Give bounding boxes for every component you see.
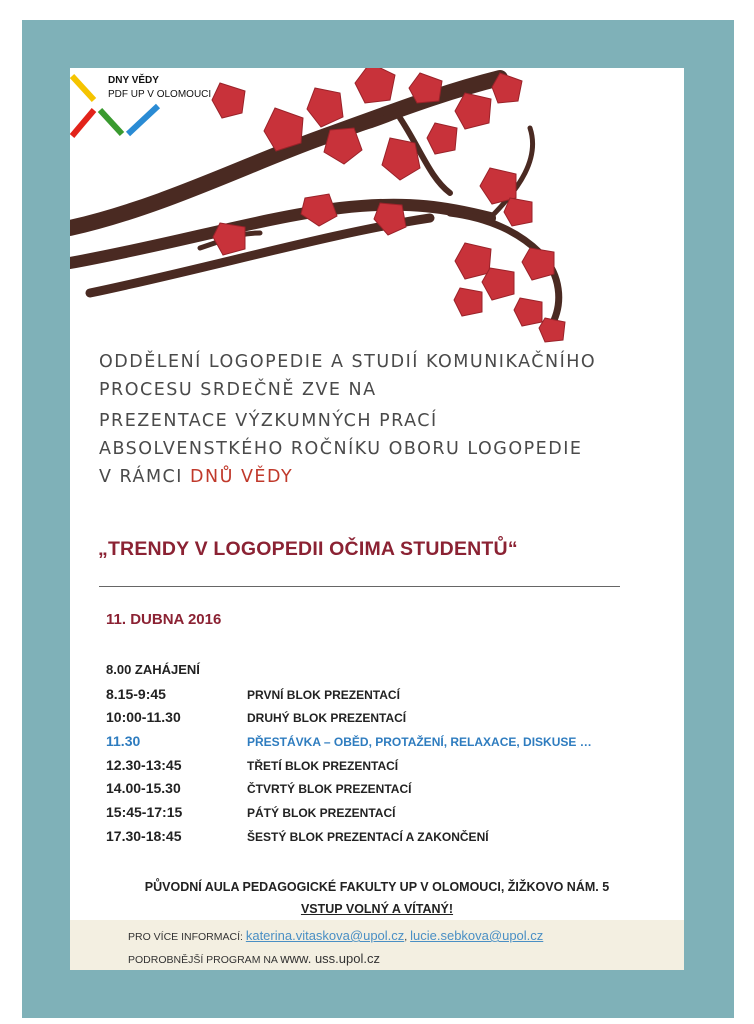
program-label: PODROBNĚJŠÍ PROGRAM NA [128, 954, 281, 966]
program-desc: ČTVRTÝ BLOK PREZENTACÍ [247, 782, 412, 797]
program-time: 10:00-11.30 [106, 709, 181, 726]
program-row [106, 828, 646, 852]
program-desc: PŘESTÁVKA – OBĚD, PROTAŽENÍ, RELAXACE, DISKUSE … [247, 735, 592, 750]
intro-line-3: PREZENTACE VÝZKUMNÝCH PRACÍ [99, 411, 438, 431]
venue-address: PŮVODNÍ AULA PEDAGOGICKÉ FAKULTY UP V OLOMOUCI, ŽIŽKOVO NÁM. 5 [144, 880, 610, 894]
email-link-vitaskova[interactable]: katerina.vitaskova@upol.cz [245, 928, 405, 943]
program-time: 8.15-9:45 [106, 685, 166, 702]
dny-vedy-logo [70, 70, 220, 140]
program-desc: PÁTÝ BLOK PREZENTACÍ [247, 806, 396, 821]
entry-note: VSTUP VOLNÝ A VÍTANÝ! [300, 902, 454, 916]
program-time: 8.00 ZAHÁJENÍ [106, 662, 200, 677]
program-time: 14.00-15.30 [106, 780, 181, 797]
intro-line-2: PROCESU SRDEČNĚ ZVE NA [99, 380, 377, 400]
logo-text [108, 74, 211, 102]
program-desc: DRUHÝ BLOK PREZENTACÍ [247, 711, 407, 726]
program-row-break [106, 733, 646, 757]
divider [99, 586, 620, 587]
program-row [106, 780, 646, 804]
footer-info [70, 920, 684, 970]
event-title: „TRENDY V LOGOPEDII OČIMA STUDENTŮ“ [98, 538, 518, 560]
program-time: 15:45-17:15 [106, 804, 183, 821]
program-time: 11.30 [106, 733, 141, 750]
website-url[interactable]: www. uss.upol.cz [280, 951, 380, 966]
program-desc: TŘETÍ BLOK PREZENTACÍ [247, 758, 399, 773]
intro-line-1: ODDĚLENÍ LOGOPEDIE A STUDIÍ KOMUNIKAČNÍHO [99, 352, 597, 372]
program-link-line [128, 951, 380, 966]
venue-info [70, 876, 684, 920]
program-desc: PRVNÍ BLOK PREZENTACÍ [247, 687, 400, 702]
intro-line-5 [99, 463, 659, 491]
intro-line-4: ABSOLVENSTKÉHO ROČNÍKU OBORU LOGOPEDIE [99, 439, 583, 459]
program-row [106, 757, 646, 781]
logo-line-1: DNY VĚDY [108, 75, 159, 86]
event-date: 11. DUBNA 2016 [106, 611, 222, 628]
program-list [106, 662, 646, 852]
program-row [106, 804, 646, 828]
program-row [106, 709, 646, 733]
contact-line [128, 928, 543, 943]
program-time: 12.30-13:45 [106, 756, 182, 773]
program-desc: ŠESTÝ BLOK PREZENTACÍ A ZAKONČENÍ [247, 829, 489, 844]
email-separator: , [404, 931, 411, 943]
intro-line-5-prefix: V RÁMCI [99, 467, 190, 487]
program-row [106, 662, 646, 686]
logo-line-2: PDF UP V OLOMOUCI [108, 89, 212, 100]
poster-page [70, 68, 684, 970]
contact-label: PRO VÍCE INFORMACÍ: [128, 931, 246, 943]
invitation-text [99, 348, 659, 491]
program-time: 17.30-18:45 [106, 827, 182, 844]
dny-vedy-accent: DNŮ VĚDY [190, 467, 294, 487]
program-row [106, 686, 646, 710]
email-link-sebkova[interactable]: lucie.sebkova@upol.cz [410, 928, 544, 943]
